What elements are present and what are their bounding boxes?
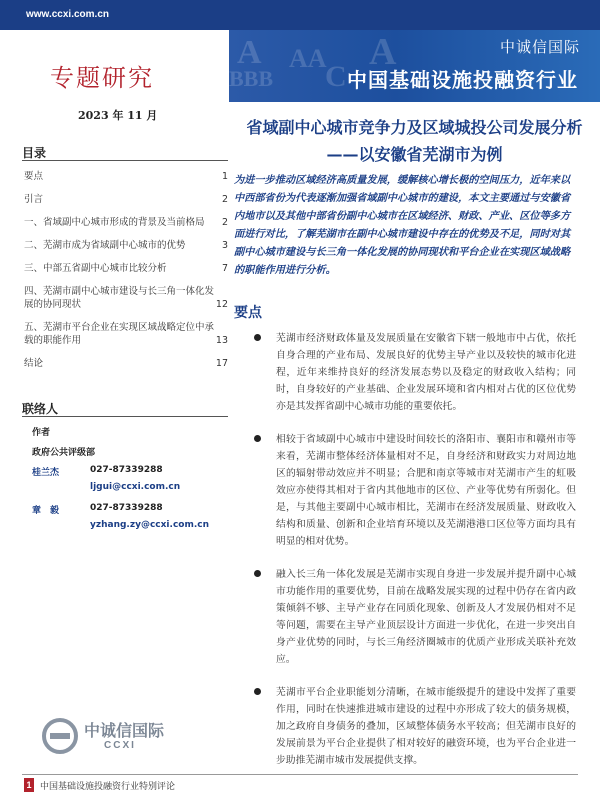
toc-item[interactable]: 一、省域副中心城市形成的背景及当前格局 2 — [24, 217, 228, 228]
contact-person — [32, 503, 228, 541]
contacts-block — [32, 425, 228, 541]
logo-sub: CCXI — [104, 740, 136, 751]
banner-decoration: A AA BBB C A — [229, 31, 397, 93]
toc-item[interactable]: 四、芜湖市副中心城市建设与长三角一体化发展的协同现状 12 — [24, 286, 228, 310]
contact-name: 桂兰杰 — [32, 468, 60, 478]
contact-phone: 027-87339288 — [90, 503, 163, 513]
contact-email[interactable]: yzhang.zy@ccxi.com.cn — [90, 520, 209, 530]
contacts-divider — [22, 416, 228, 417]
logo-name: 中诚信国际 — [84, 721, 165, 740]
department: 政府公共评级部 — [32, 448, 96, 458]
bullet-icon — [254, 688, 261, 695]
contact-person — [32, 465, 228, 503]
toc-item[interactable]: 要点 1 — [24, 171, 228, 182]
contact-email[interactable]: ljgui@ccxi.com.cn — [90, 482, 181, 492]
logo-mark-icon — [40, 716, 80, 756]
footer-text: 中国基础设施投融资行业特别评论 — [40, 782, 176, 792]
top-bar — [0, 0, 600, 30]
report-date: 2023 年 11 月 — [78, 109, 158, 122]
key-points-list — [254, 330, 576, 785]
list-item: 芜湖市经济财政体量及发展质量在安徽省下辖一般地市中占优，依托自身合理的产业布局、发展良好的优势主导产业以及较快的城市化进程，近年来维持良好的经济发展态势以及稳定的财政收入结构；同时，自身较好的产业基础、企业发展环境和省内相对占优的区位优势亦是其发挥省副中心城市功能的重要依托。 — [254, 330, 576, 415]
header-banner — [229, 30, 600, 102]
page-number: 1 — [24, 778, 34, 792]
contacts-heading: 联络人 — [22, 402, 59, 416]
company-logo — [40, 712, 220, 762]
list-item: 芜湖市平台企业职能划分清晰，在城市能级提升的建设中发挥了重要作用，同时在快速推进城市建设的过程中亦形成了较大的债务规模，加之政府自身债务的叠加，区域整体债务水平较高；但芜湖市良好的发展前景为平台企业提供了相对较好的融资环境，也为平台企业进一步助推芜湖市城市发展提供支撑。 — [254, 684, 576, 769]
banner-org-name: 中诚信国际 — [499, 38, 580, 56]
page-subtitle: ——以安徽省芜湖市为例 — [326, 145, 503, 164]
contact-phone: 027-87339288 — [90, 465, 163, 475]
list-item: 融入长三角一体化发展是芜湖市实现自身进一步发展并提升副中心城市功能作用的重要优势，目前在战略发展实现的过程中仍存在省内政策倾斜不够、主导产业存在同质化现象、创新及人才发展仍相对不足等问题，需要在主导产业顶层设计方面进一步优化，在进一步突出自身产业优势的同时，与长三角经济圈城市的优质产业形成关联补充效应。 — [254, 566, 576, 668]
table-of-contents — [24, 170, 232, 380]
toc-heading: 目录 — [22, 146, 47, 160]
abstract: 为进一步推动区域经济高质量发展，缓解核心增长极的空间压力，近年来以中西部省份为代表逐渐加强省域副中心城市的建设，本文主要通过与安徽省内地市以及其他中部省份副中心城市在区域经济、财政、产业、区位等多方面进行对比，了解芜湖市在副中心城市建设中存在的优势及不足，同时对其副中心城市建设与长三角一体化发展的协同现状和平台企业在实现区域战略的职能作用进行分析。 — [234, 175, 571, 276]
toc-item[interactable]: 引言 2 — [24, 194, 228, 205]
contact-name: 章 毅 — [32, 506, 60, 516]
banner-title: 中国基础设施投融资行业 — [347, 68, 578, 92]
report-type: 专题研究 — [50, 64, 154, 92]
footer-divider — [22, 774, 578, 775]
bullet-icon — [254, 435, 261, 442]
bullet-icon — [254, 334, 261, 341]
author-label: 作者 — [32, 428, 51, 438]
toc-item[interactable]: 三、中部五省副中心城市比较分析 7 — [24, 263, 228, 274]
key-points-heading: 要点 — [234, 305, 262, 321]
site-url[interactable]: www.ccxi.com.cn — [26, 9, 109, 20]
toc-item[interactable]: 五、芜湖市平台企业在实现区域战略定位中承载的职能作用 13 — [24, 322, 228, 346]
toc-item[interactable]: 结论 17 — [24, 358, 228, 369]
toc-item[interactable]: 二、芜湖市成为省域副中心城市的优势 3 — [24, 240, 228, 251]
bullet-icon — [254, 570, 261, 577]
toc-divider — [22, 160, 228, 161]
list-item: 相较于省域副中心城市中建设时间较长的洛阳市、襄阳市和赣州市等来看，芜湖市整体经济体量相对不足，自身经济和财政实力对周边地区的辐射带动效应并不明显；合肥和南京等城市对芜湖市产生的虹吸效应亦使得其相对于省内其他地市的区位、产业等优势有所弱化。但是，与其他主要副中心城市相比，芜湖市在经济发展质量、财政收入结构和质量、创新和企业培育环境以及芜湖港港口区位等方面均具有明显的相对优势。 — [254, 431, 576, 550]
page-title: 省域副中心城市竞争力及区域城投公司发展分析 — [246, 118, 583, 137]
